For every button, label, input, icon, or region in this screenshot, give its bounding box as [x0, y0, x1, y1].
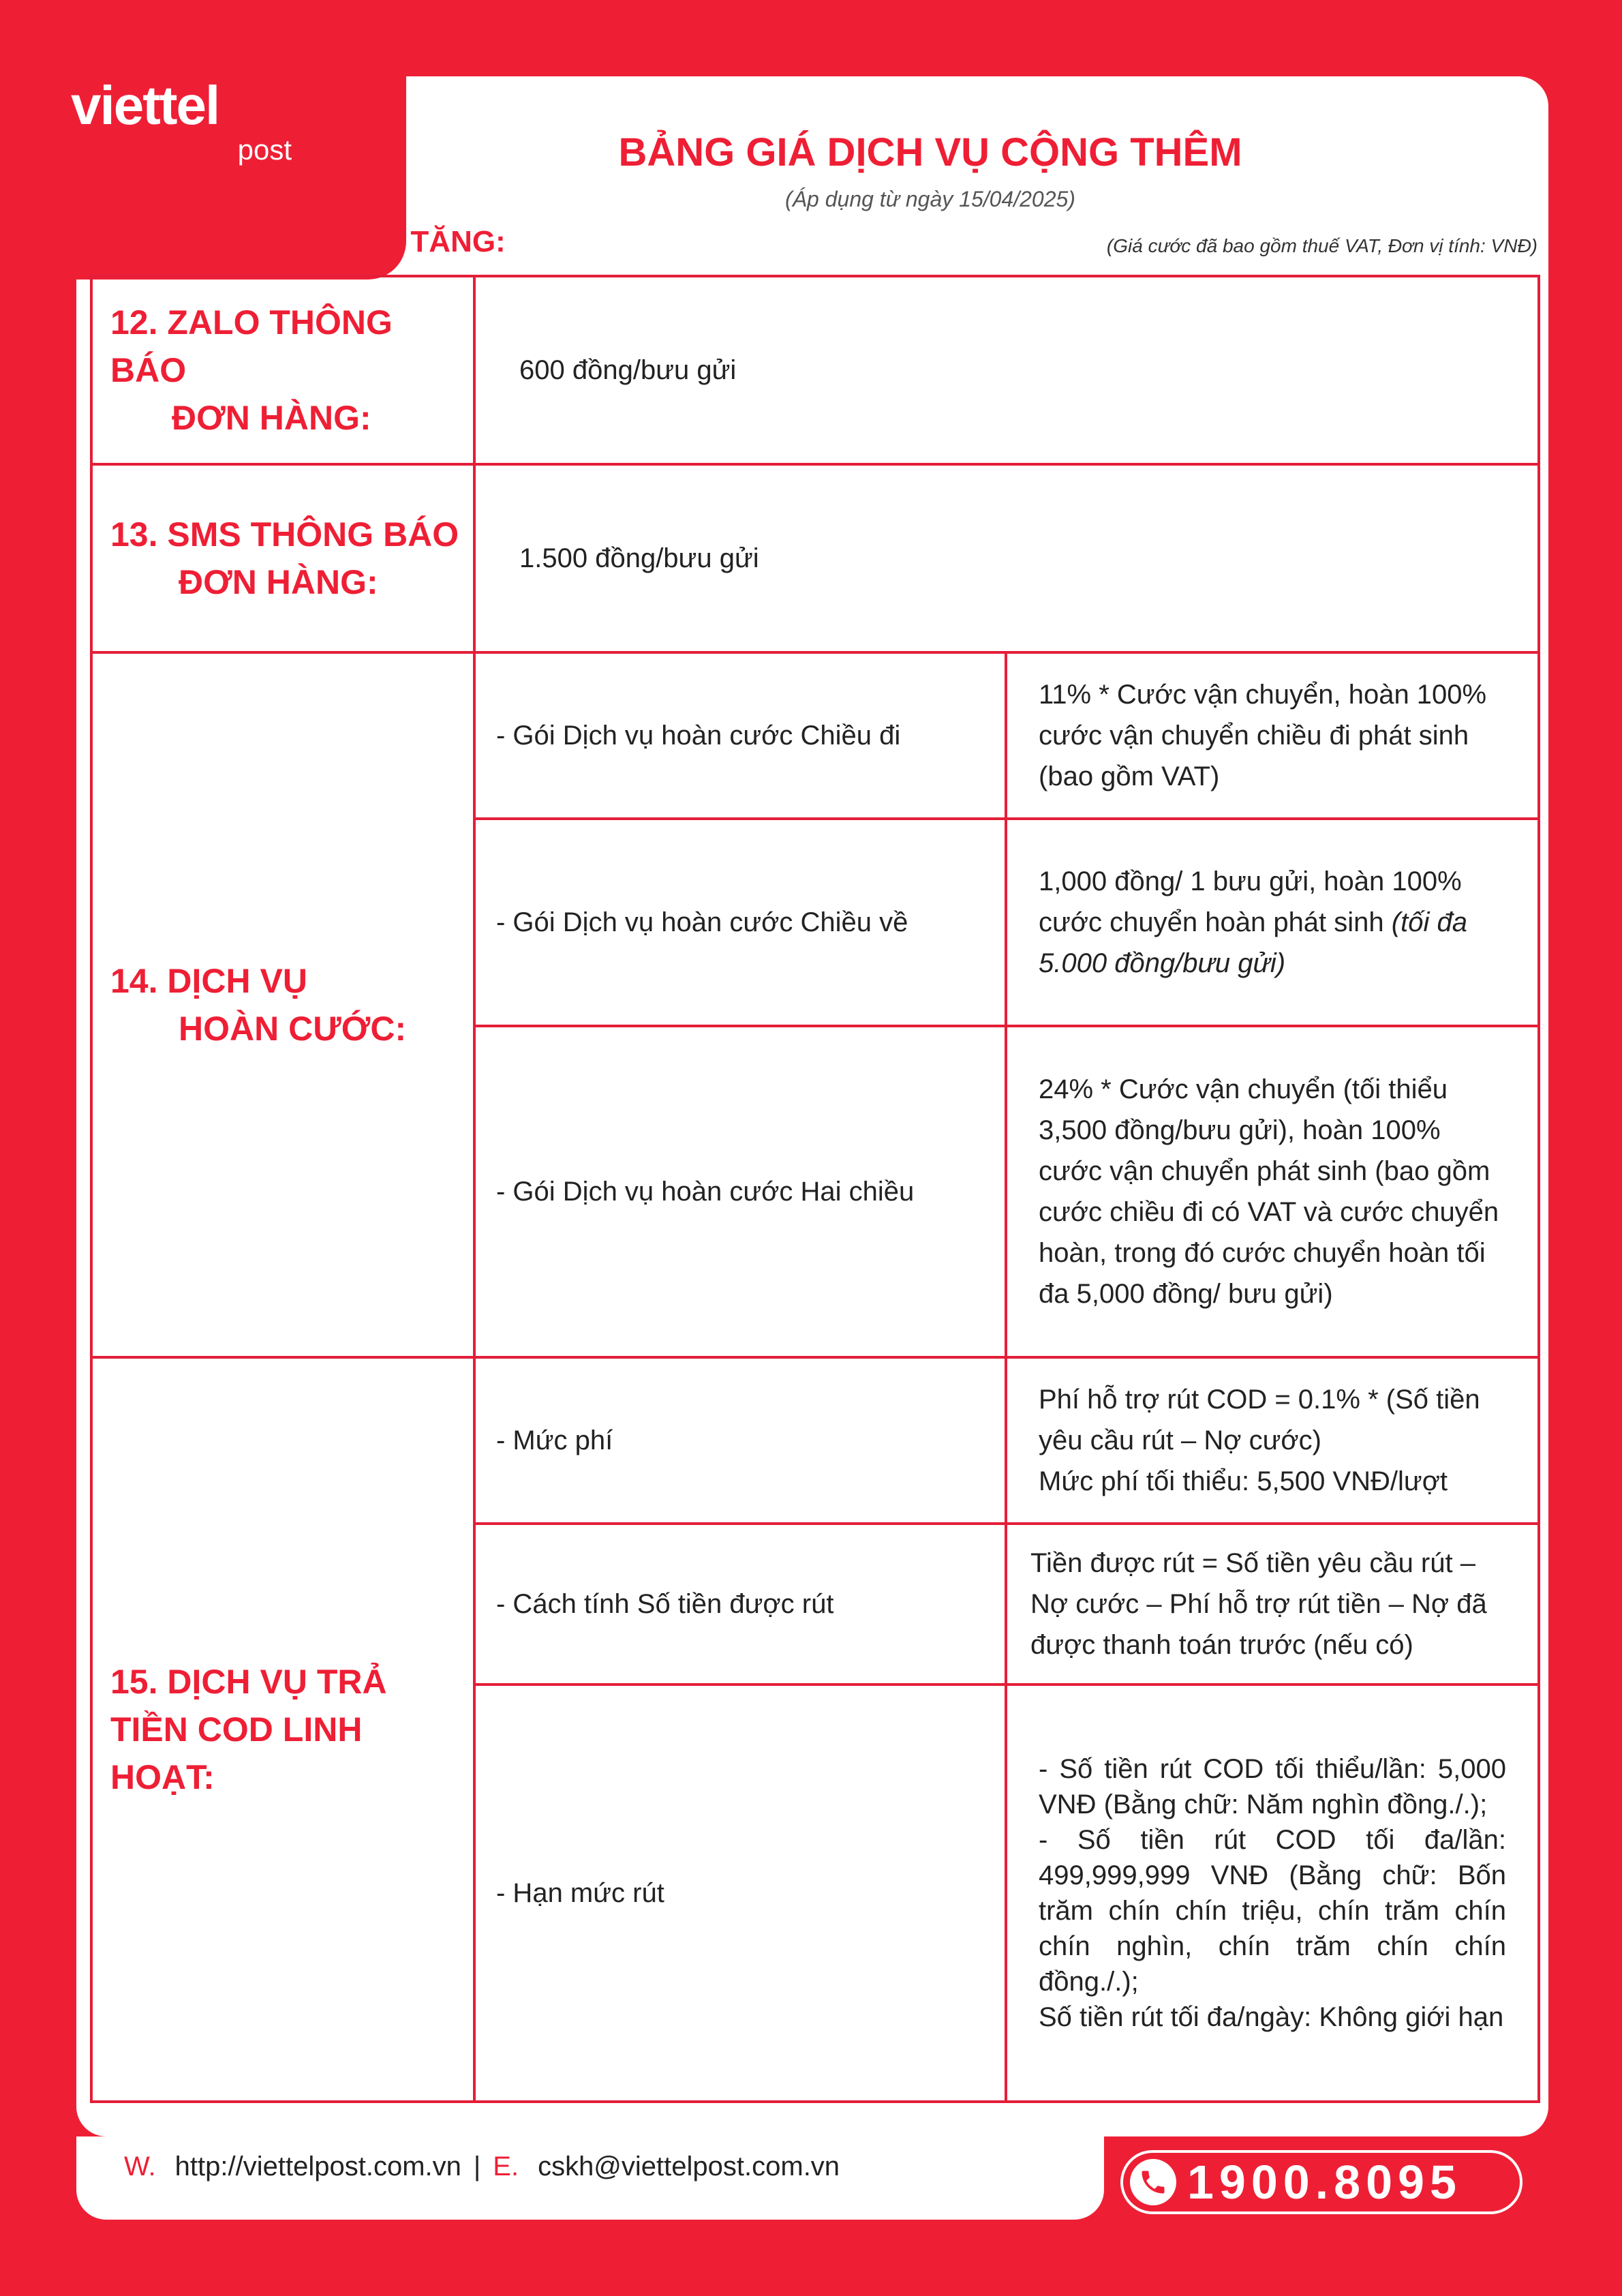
table-row: [91, 652, 1539, 819]
refund-item-name: - Gói Dịch vụ hoàn cước Chiều đi: [474, 652, 1006, 819]
row-label-sms: 13. SMS THÔNG BÁO ĐƠN HÀNG:: [91, 464, 474, 652]
email-link[interactable]: cskh@viettelpost.com.vn: [538, 2151, 840, 2181]
table-row: [91, 1357, 1539, 1524]
hotline-number: 1900.8095: [1187, 2156, 1462, 2209]
cod-item-name: - Mức phí: [474, 1357, 1006, 1524]
table-row: [91, 276, 1539, 464]
refund-item-desc: 24% * Cước vận chuyển (tối thiểu 3,500 đồng/bưu gửi), hoàn 100% cước vận chuyển phát sinh (bao gồm cước chiều đi có VAT và cước chuyển hoàn, trong đó cước chuyển hoàn tối đa 5,000 đồng/ bưu gửi): [1006, 1026, 1539, 1357]
footer: [76, 2136, 1104, 2220]
phone-icon: [1130, 2159, 1176, 2205]
table-row: [91, 464, 1539, 652]
footer-contact: [124, 2151, 840, 2182]
hotline-badge[interactable]: [1120, 2150, 1522, 2214]
cod-item-desc: Tiền được rút = Số tiền yêu cầu rút – Nợ cước – Phí hỗ trợ rút tiền – Nợ đã được thanh toán trước (nếu có): [1006, 1524, 1539, 1685]
logo-sub-text: post: [237, 134, 292, 166]
logo-main-text: viettel: [71, 75, 219, 136]
row-value-zalo: 600 đồng/bưu gửi: [474, 276, 1539, 464]
footer-separator: |: [473, 2151, 481, 2181]
email-key: E.: [493, 2151, 519, 2181]
price-note: (Giá cước đã bao gồm thuế VAT, Đơn vị tính: VNĐ): [1106, 235, 1537, 256]
price-table: [90, 275, 1537, 2103]
website-link[interactable]: http://viettelpost.com.vn: [174, 2151, 461, 2181]
row-label-refund: 14. DỊCH VỤ HOÀN CƯỚC:: [91, 652, 474, 1357]
web-key: W.: [124, 2151, 156, 2181]
page-subtitle: (Áp dụng từ ngày 15/04/2025): [785, 187, 1075, 211]
viettel-post-logo: [71, 76, 296, 165]
refund-item-desc: 11% * Cước vận chuyển, hoàn 100% cước vận chuyển chiều đi phát sinh (bao gồm VAT): [1006, 652, 1539, 819]
cod-item-name: - Cách tính Số tiền được rút: [474, 1524, 1006, 1685]
cod-item-name: - Hạn mức rút: [474, 1685, 1006, 2102]
section-title: I. CƯỚC DỊCH VỤ GIA TĂNG:: [91, 225, 506, 258]
row-label-zalo: 12. ZALO THÔNG BÁO ĐƠN HÀNG:: [91, 276, 474, 464]
cod-item-desc: Phí hỗ trợ rút COD = 0.1% * (Số tiền yêu cầu rút – Nợ cước) Mức phí tối thiểu: 5,500 VNĐ/lượt: [1006, 1357, 1539, 1524]
row-label-cod: 15. DỊCH VỤ TRẢ TIỀN COD LINH HOẠT:: [91, 1357, 474, 2102]
row-value-sms: 1.500 đồng/bưu gửi: [474, 464, 1539, 652]
refund-item-name: - Gói Dịch vụ hoàn cước Chiều về: [474, 819, 1006, 1026]
refund-item-name: - Gói Dịch vụ hoàn cước Hai chiều: [474, 1026, 1006, 1357]
cod-item-desc: - Số tiền rút COD tối thiểu/lần: 5,000 VNĐ (Bằng chữ: Năm nghìn đồng./.); - Số tiền rút COD tối đa/lần: 499,999,999 VNĐ (Bằng chữ: Bốn trăm chín chín triệu, chín trăm chín chín nghìn, chín trăm chín chín đồng./.); Số tiền rút tối đa/ngày: Không giới hạn: [1006, 1685, 1539, 2102]
refund-item-desc: 1,000 đồng/ 1 bưu gửi, hoàn 100% cước chuyển hoàn phát sinh (tối đa 5.000 đồng/bưu gửi): [1006, 819, 1539, 1026]
page-title: BẢNG GIÁ DỊCH VỤ CỘNG THÊM: [618, 130, 1242, 175]
